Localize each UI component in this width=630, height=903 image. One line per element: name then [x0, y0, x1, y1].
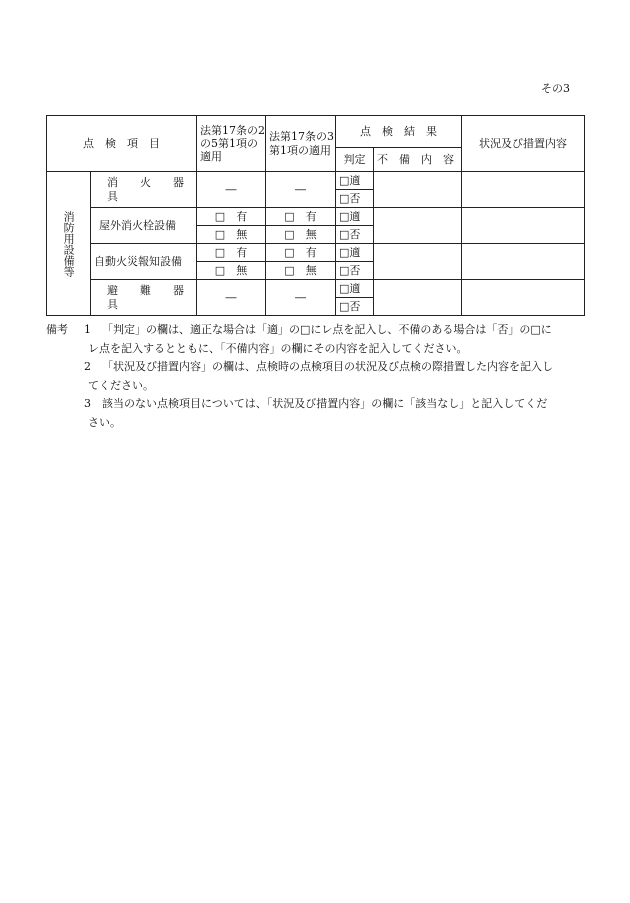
header-result: 点 検 結 果 [336, 116, 462, 148]
defect-content-cell[interactable] [374, 244, 462, 280]
header-status: 状況及び措置内容 [462, 116, 585, 172]
item-name: 屋外消火栓設備 [91, 208, 197, 244]
status-content-cell[interactable] [462, 244, 585, 280]
applicability-b: ― [266, 172, 336, 208]
item-name: 消 火 器 具 [91, 172, 197, 208]
judgment-ng-checkbox[interactable]: □否 [336, 262, 374, 280]
group-label: 消防用設備等 [62, 210, 76, 277]
judgment-ok-checkbox[interactable]: □適 [336, 208, 374, 226]
remark-note [46, 395, 586, 432]
remark-number: 1 [84, 323, 91, 336]
applicability-b-no[interactable]: □ 無 [266, 262, 336, 280]
remark-line: 該当のない点検項目については、「状況及び措置内容」の欄に「該当なし」と記入してくだ [102, 397, 548, 410]
remark-line: レ点を記入するとともに、「不備内容」の欄にその内容を記入してください。 [88, 341, 468, 355]
defect-content-cell[interactable] [374, 172, 462, 208]
remark-number: 2 [84, 360, 91, 373]
remark-line: 「状況及び措置内容」の欄は、点検時の点検項目の状況及び点検の際措置した内容を記入し [102, 360, 553, 373]
applicability-a: ― [197, 280, 266, 316]
applicability-b: ― [266, 280, 336, 316]
remark-line: てください。 [88, 378, 154, 392]
applicability-a-no[interactable]: □ 無 [197, 226, 266, 244]
item-name: 避 難 器 具 [91, 280, 197, 316]
defect-content-cell[interactable] [374, 208, 462, 244]
remark-line: さい。 [88, 415, 121, 429]
remark-number: 3 [84, 397, 91, 410]
applicability-b-yes[interactable]: □ 有 [266, 208, 336, 226]
judgment-ok-checkbox[interactable]: □適 [336, 172, 374, 190]
header-inspection-item: 点 検 項 目 [47, 116, 197, 172]
applicability-a: ― [197, 172, 266, 208]
page-number: その3 [541, 82, 570, 95]
group-label-cell [47, 172, 91, 316]
status-content-cell[interactable] [462, 172, 585, 208]
remark-line: 「判定」の欄は、適正な場合は「適」の□にレ点を記入し、不備のある場合は「否」の□に [102, 323, 552, 336]
judgment-ng-checkbox[interactable]: □否 [336, 298, 374, 316]
remarks-heading: 備考 [46, 323, 68, 336]
remarks-section [46, 321, 586, 432]
header-defect: 不 備 内 容 [374, 148, 462, 172]
judgment-ng-checkbox[interactable]: □否 [336, 190, 374, 208]
applicability-a-no[interactable]: □ 無 [197, 262, 266, 280]
applicability-a-yes[interactable]: □ 有 [197, 208, 266, 226]
defect-content-cell[interactable] [374, 280, 462, 316]
header-judgment: 判定 [336, 148, 374, 172]
judgment-ok-checkbox[interactable]: □適 [336, 280, 374, 298]
judgment-ng-checkbox[interactable]: □否 [336, 226, 374, 244]
remark-note [46, 321, 586, 358]
header-art17-3: 法第17条の3第1項の適用 [266, 116, 336, 172]
remark-note [46, 358, 586, 395]
status-content-cell[interactable] [462, 208, 585, 244]
header-art17-2-5: 法第17条の2の5第1項の適用 [197, 116, 266, 172]
applicability-a-yes[interactable]: □ 有 [197, 244, 266, 262]
item-name: 自動火災報知設備 [91, 244, 197, 280]
status-content-cell[interactable] [462, 280, 585, 316]
judgment-ok-checkbox[interactable]: □適 [336, 244, 374, 262]
applicability-b-no[interactable]: □ 無 [266, 226, 336, 244]
applicability-b-yes[interactable]: □ 有 [266, 244, 336, 262]
inspection-table [46, 115, 585, 316]
